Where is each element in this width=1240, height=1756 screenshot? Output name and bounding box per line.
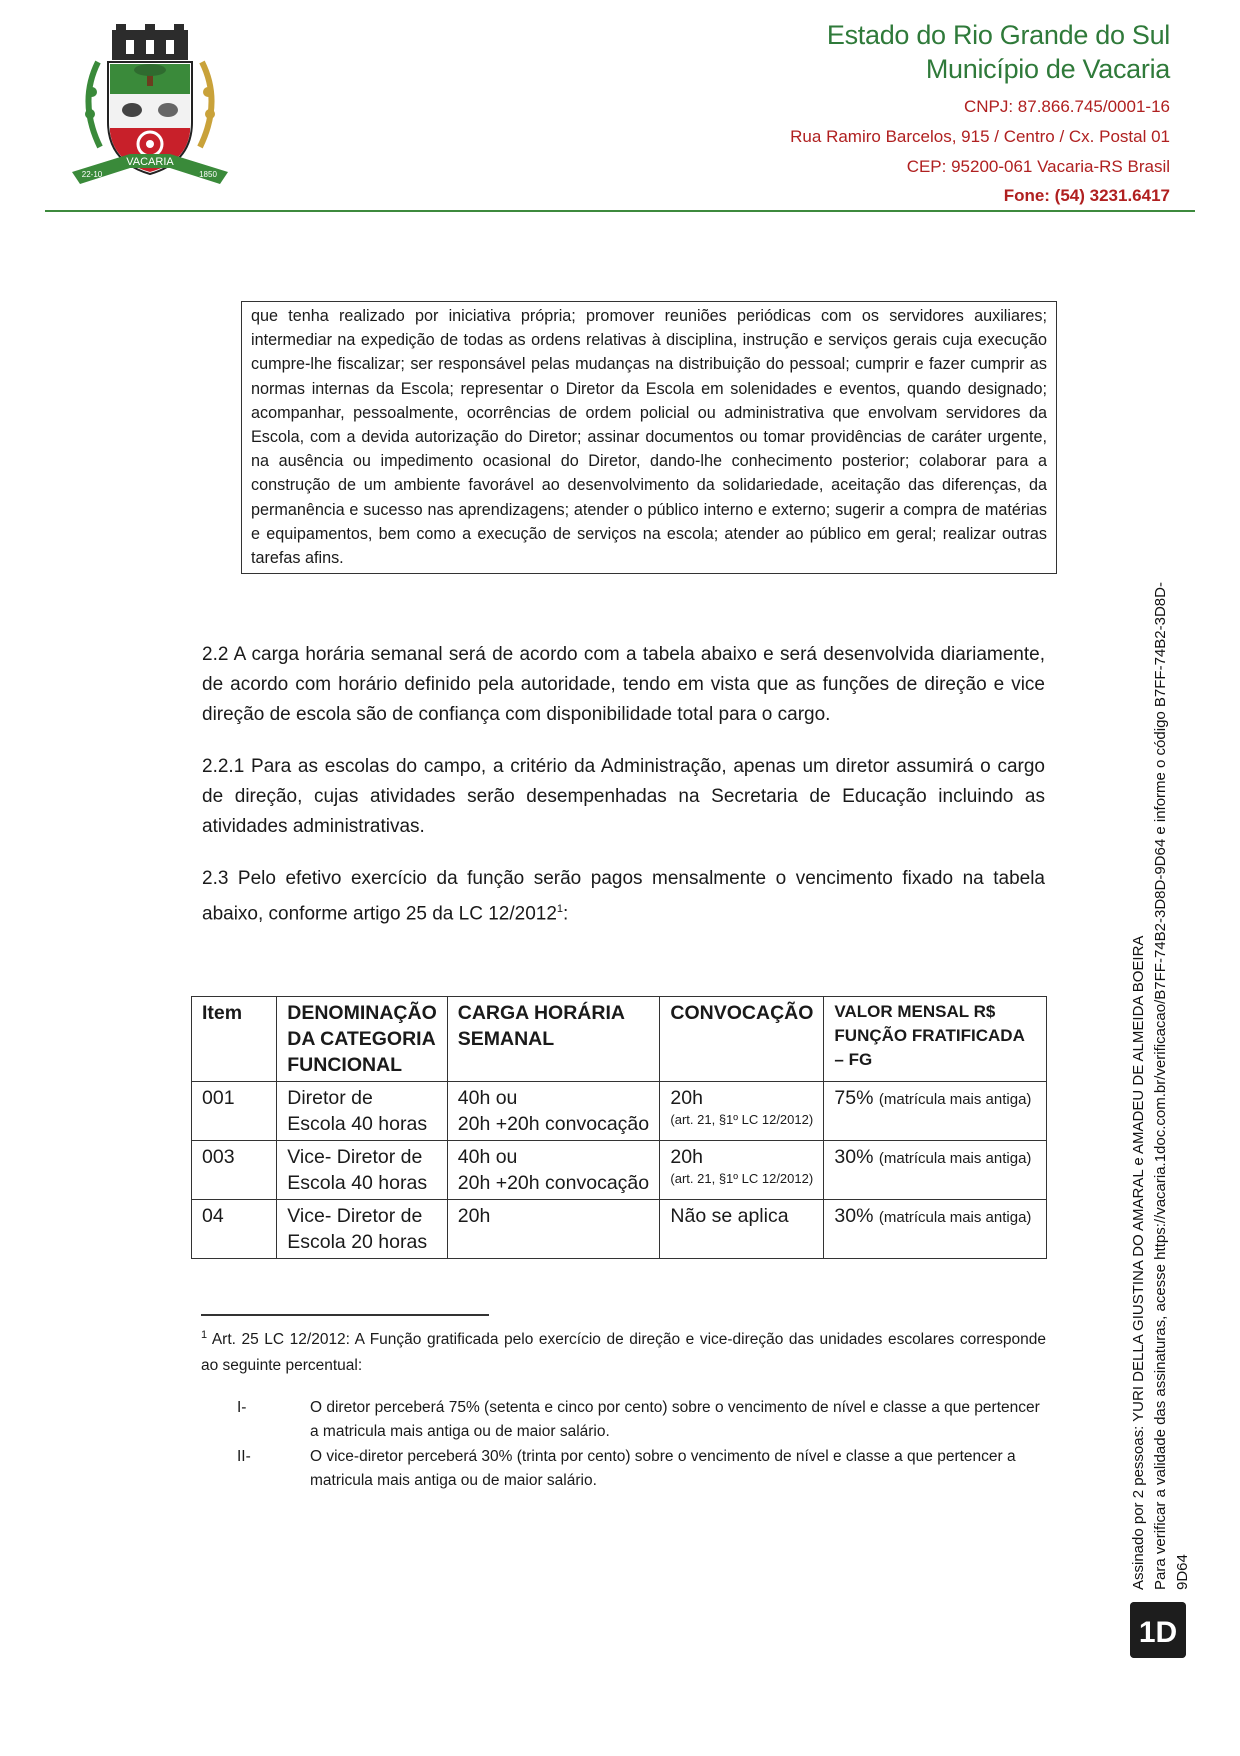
- paragraph-2-3-end: :: [563, 903, 569, 925]
- verification-line[interactable]: Para verificar a validade das assinaturas, acesse https://vacaria.1doc.com.br/verificacao/B7FF-74B2-3D8D-9D64 e informe o código B7FF-74B2-3D8D-9D64: [1152, 582, 1191, 1590]
- header-divider: [45, 210, 1195, 212]
- crest-banner-text: VACARIA: [126, 156, 174, 168]
- cell-item: 003: [192, 1141, 277, 1200]
- carga-line-2: 20h +20h convocação: [457, 1172, 650, 1194]
- paragraph-2-3: [202, 864, 1045, 929]
- cell-valor: [824, 1200, 1047, 1259]
- convocacao-note: (art. 21, §1º LC 12/2012): [670, 1112, 814, 1127]
- function-salary-table: [191, 996, 1047, 1259]
- header-valor: VALOR MENSAL R$ FUNÇÃO FRATIFICADA – FG: [824, 997, 1047, 1082]
- table-row: [192, 1141, 1047, 1200]
- table-header-row: [192, 997, 1047, 1082]
- crest-left-date: 22-10: [81, 170, 103, 179]
- cell-carga: [447, 1200, 660, 1259]
- paragraph-2-3-text: 2.3 Pelo efetivo exercício da função serão pagos mensalmente o vencimento fixado na tabela abaixo, conforme artigo 25 da LC 12/2012: [202, 868, 1045, 925]
- convocacao-note: (art. 21, §1º LC 12/2012): [670, 1171, 814, 1186]
- address: Rua Ramiro Barcelos, 915 / Centro / Cx. Postal 01: [790, 127, 1170, 146]
- cell-valor: [824, 1141, 1047, 1200]
- cnpj: CNPJ: 87.866.745/0001-16: [963, 97, 1170, 116]
- municipality-name: Município de Vacaria: [925, 54, 1170, 84]
- paragraph-2-2: 2.2 A carga horária semanal será de acordo com a tabela abaixo e será desenvolvida diariamente, de acordo com horário definido pela autoridade, tendo em vista que as funções de direção e vice direção de escola são de confiança com disponibilidade total para o cargo.: [202, 644, 1045, 725]
- footnote-rule: [201, 1314, 489, 1316]
- footnote-item-number: I-: [237, 1399, 247, 1416]
- footnote-ref: 1: [556, 903, 564, 915]
- cell-denominacao: Vice- Diretor de Escola 40 horas: [277, 1141, 448, 1200]
- valor-note: (matrícula mais antiga): [878, 1209, 1032, 1226]
- 1doc-logo-text: 1D: [1138, 1616, 1178, 1649]
- convocacao-value: 20h: [670, 1146, 703, 1168]
- footnote-item-text: O diretor perceberá 75% (setenta e cinco por cento) sobre o vencimento de nível e classe a que pertencer a matricula mais antiga ou de maior salário.: [310, 1399, 1040, 1440]
- header-item: Item: [192, 997, 277, 1082]
- convocacao-value: Não se aplica: [670, 1205, 789, 1227]
- cell-denominacao: Diretor de Escola 40 horas: [277, 1082, 448, 1141]
- carga-line-1: 40h ou: [457, 1087, 518, 1109]
- crest-right-year: 1850: [199, 170, 217, 179]
- state-name: Estado do Rio Grande do Sul: [826, 20, 1170, 50]
- valor-note: (matrícula mais antiga): [878, 1150, 1032, 1167]
- phone: Fone: (54) 3231.6417: [1003, 186, 1170, 205]
- table-row: [192, 1200, 1047, 1259]
- 1doc-logo-icon: [1130, 1602, 1186, 1658]
- convocacao-value: 20h: [670, 1087, 703, 1109]
- footnote-item-number: II-: [237, 1448, 251, 1465]
- cell-carga: [447, 1082, 660, 1141]
- carga-line-1: 40h ou: [457, 1146, 518, 1168]
- header-carga: CARGA HORÁRIA SEMANAL: [447, 997, 660, 1082]
- valor-percent: 30%: [834, 1205, 874, 1227]
- cep: CEP: 95200-061 Vacaria-RS Brasil: [906, 157, 1170, 176]
- signature-line: Assinado por 2 pessoas: YURI DELLA GIUSTINA DO AMARAL e AMADEU DE ALMEIDA BOEIRA: [1130, 935, 1147, 1590]
- municipal-crest-logo: [70, 22, 230, 197]
- footnote: [201, 1322, 1046, 1379]
- paragraph-2-2-1: 2.2.1 Para as escolas do campo, a critério da Administração, apenas um diretor assumirá o cargo de direção, cujas atividades serão desempenhadas na Secretaria de Educação incluindo as atividades administrativas.: [202, 756, 1045, 837]
- cell-valor: [824, 1082, 1047, 1141]
- carga-line-1: 20h: [457, 1205, 491, 1227]
- table-row: [192, 1082, 1047, 1141]
- carga-line-2: 20h +20h convocação: [457, 1113, 650, 1135]
- header-denominacao: DENOMINAÇÃO DA CATEGORIA FUNCIONAL: [277, 997, 448, 1082]
- footnote-text: Art. 25 LC 12/2012: A Função gratificada pelo exercício de direção e vice-direção das unidades escolares corresponde ao seguinte percentual:: [201, 1331, 1046, 1375]
- signature-verification-stamp: [1128, 550, 1198, 1590]
- boxed-duties-paragraph: que tenha realizado por iniciativa própria; promover reuniões periódicas com os servidores auxiliares; intermediar na expedição de todas as ordens relativas à disciplina, instrução e serviços gerais cuja execução cumpre-lhe fiscalizar; ser responsável pelas mudanças na distribuição do pessoal; cumprir e fazer cumprir as normas internas da Escola; representar o Diretor da Escola em solenidades e eventos, quando designado; acompanhar, pessoalmente, ocorrências de ordem policial ou administrativa que envolvam servidores da Escola, com a devida autorização do Diretor; assinar documentos ou tomar providências de caráter urgente, na ausência ou impedimento ocasional do Diretor, dando-lhe conhecimento posterior; colaborar para a construção de um ambiente favorável ao desenvolvimento da solidariedade, aceitação das diferenças, da permanência e sucesso nas aprendizagens; atender o público interno e externo; sugerir a compra de matérias e equipamentos, bem como a execução de serviços na escola; atender ao público em geral; realizar outras tarefas afins.: [241, 301, 1057, 574]
- footnote-item-text: O vice-diretor perceberá 30% (trinta por cento) sobre o vencimento de nível e classe a que pertencer a matricula mais antiga ou de maior salário.: [310, 1448, 1016, 1489]
- cell-convocacao: [660, 1200, 824, 1259]
- valor-note: (matrícula mais antiga): [878, 1091, 1032, 1108]
- valor-percent: 30%: [834, 1146, 874, 1168]
- cell-denominacao: Vice- Diretor de Escola 20 horas: [277, 1200, 448, 1259]
- letterhead: [790, 18, 1170, 210]
- cell-item: 001: [192, 1082, 277, 1141]
- cell-convocacao: [660, 1082, 824, 1141]
- cell-item: 04: [192, 1200, 277, 1259]
- header-convocacao: CONVOCAÇÃO: [660, 997, 824, 1082]
- valor-percent: 75%: [834, 1087, 874, 1109]
- cell-convocacao: [660, 1141, 824, 1200]
- cell-carga: [447, 1141, 660, 1200]
- footnote-marker: 1: [201, 1329, 208, 1341]
